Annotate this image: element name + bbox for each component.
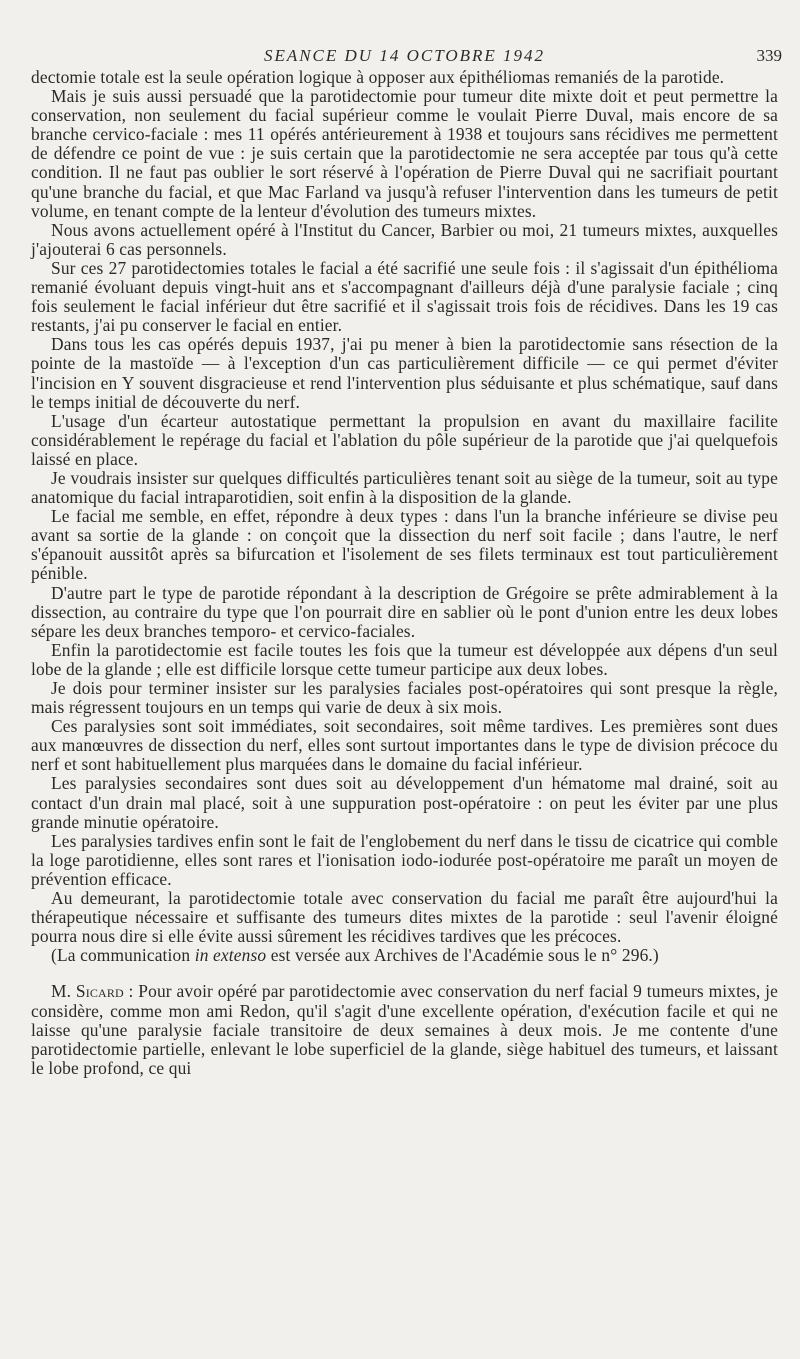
paragraph: Ces paralysies sont soit immédiates, soit secondaires, soit même tardives. Les premières sont dues aux manœuvres de dissection du nerf, elles sont surtout importantes dans le type de division précoce du nerf et sont habituellement plus marquées dans le domaine du facial inférieur. <box>31 716 778 775</box>
paragraph: Nous avons actuellement opéré à l'Institut du Cancer, Barbier ou moi, 21 tumeurs mixtes, auxquelles j'ajouterai 6 cas personnels. <box>31 219 778 259</box>
paragraph: L'usage d'un écarteur autostatique permettant la propulsion en avant du maxillaire facilite considérablement le repérage du facial et l'ablation du pôle supérieur de la parotide que j'ai quelquefois laissé en place. <box>31 410 778 469</box>
paragraph: Mais je suis aussi persuadé que la parotidectomie pour tumeur dite mixte doit et peut permettre la conservation, non seulement du facial supérieur comme le voulait Pierre Duval, mais encore de sa branche cervico-faciale : mes 11 opérés antérieurement à 1938 et toujours sans récidives me permettent de défendre ce point de vue : je suis certain que la parotidectomie ne sera acceptée par tous qu'à cette condition. Il ne faut pas oublier le sort réservé à l'opération de Pierre Duval qui ne sacrifiait pourtant qu'une branche du facial, et que Mac Farland va jusqu'à refuser l'intervention dans les tumeurs de petit volume, en tenant compte de la lenteur d'évolution des tumeurs mixtes. <box>31 86 778 221</box>
running-head: SEANCE DU 14 OCTOBRE 1942 <box>263 46 546 65</box>
paragraph: Dans tous les cas opérés depuis 1937, j'ai pu mener à bien la parotidectomie sans résection de la pointe de la mastoïde — à l'exception d'un cas particulièrement difficile — ce qui permet d'éviter l'incision en Y souvent disgracieuse et rend l'intervention plus séduisante et plus schématique, sauf dans le temps initial de découverte du nerf. <box>31 334 778 412</box>
document-page <box>31 38 782 1078</box>
speaker-paragraph <box>31 982 778 1077</box>
paragraph: dectomie totale est la seule opération logique à opposer aux épithéliomas remaniés de la parotide. <box>31 67 725 87</box>
speaker-prefix: M. <box>51 981 76 1002</box>
communication-note-italic: in extenso <box>194 945 267 966</box>
body-text <box>31 68 778 1078</box>
communication-note <box>31 946 778 965</box>
paragraph: Je voudrais insister sur quelques difficultés particulières tenant soit au siège de la tumeur, soit au type anatomique du facial intraparotidien, soit enfin à la disposition de la glande. <box>31 467 778 508</box>
paragraph: D'autre part le type de parotide répondant à la description de Grégoire se prête admirablement à la dissection, au contraire du type que l'on pourrait dire en sablier où le pont d'union entre les deux lobes sépare les deux branches temporo- et cervico-faciales. <box>31 582 778 641</box>
paragraph: Au demeurant, la parotidectomie totale avec conservation du facial me paraît être aujourd'hui la thérapeutique nécessaire et suffisante des tumeurs dites mixtes de la parotide : seul l'avenir éloigné pourra nous dire si elle évite aussi sûrement les récidives tardives que les précoces. <box>31 888 778 947</box>
speaker-name: Sicard <box>75 981 124 1002</box>
speaker-text: : Pour avoir opéré par parotidectomie avec conservation du nerf facial 9 tumeurs mixtes, je considère, comme mon ami Redon, qu'il s'agit d'une excellente opération, d'exécution facile et qui ne laisse qu'une paralysie faciale transitoire de deux semaines à deux mois. Je me contente d'une parotidectomie partielle, enlevant le lobe superficiel de la glande, siège habituel des tumeurs, et laissant le lobe profond, ce qui <box>31 981 778 1078</box>
page-header <box>31 38 782 68</box>
paragraph: Les paralysies secondaires sont dues soit au développement d'un hématome mal drainé, soit au contact d'un drain mal placé, soit à une suppuration post-opératoire : on peut les éviter par une plus grande minutie opératoire. <box>31 773 778 832</box>
paragraph: Sur ces 27 parotidectomies totales le facial a été sacrifié une seule fois : il s'agissait d'un épithélioma remanié évoluant depuis vingt-huit ans et s'accompagnant d'ailleurs déjà d'une paralysie faciale ; cinq fois seulement le facial inférieur dut être sacrifié et il s'agissait trois fois de récidives. Dans les 19 cas restants, j'ai pu conserver le facial en entier. <box>31 257 778 336</box>
paragraph: Le facial me semble, en effet, répondre à deux types : dans l'un la branche inférieure se divise peu avant sa sortie de la glande : on conçoit que la dissection du nerf soit facile ; dans l'autre, le nerf s'épanouit aussitôt après sa bifurcation et l'isolement de ses filets terminaux est tout particulièrement pénible. <box>31 506 778 584</box>
communication-note-after: est versée aux Archives de l'Académie sous le n° 296.) <box>266 945 659 966</box>
page-number: 339 <box>756 46 782 65</box>
communication-note-before: (La communication <box>51 945 195 966</box>
paragraph: Je dois pour terminer insister sur les paralysies faciales post-opératoires qui sont presque la règle, mais régressent toujours en un temps qui varie de deux à six mois. <box>31 678 778 718</box>
paragraph: Enfin la parotidectomie est facile toutes les fois que la tumeur est développée aux dépens d'un seul lobe de la glande ; elle est difficile lorsque cette tumeur participe aux deux lobes. <box>31 639 778 679</box>
paragraph: Les paralysies tardives enfin sont le fait de l'englobement du nerf dans le tissu de cicatrice qui comble la loge parotidienne, elles sont rares et l'ionisation iodo-iodurée post-opératoire me paraît un moyen de prévention efficace. <box>31 830 778 889</box>
